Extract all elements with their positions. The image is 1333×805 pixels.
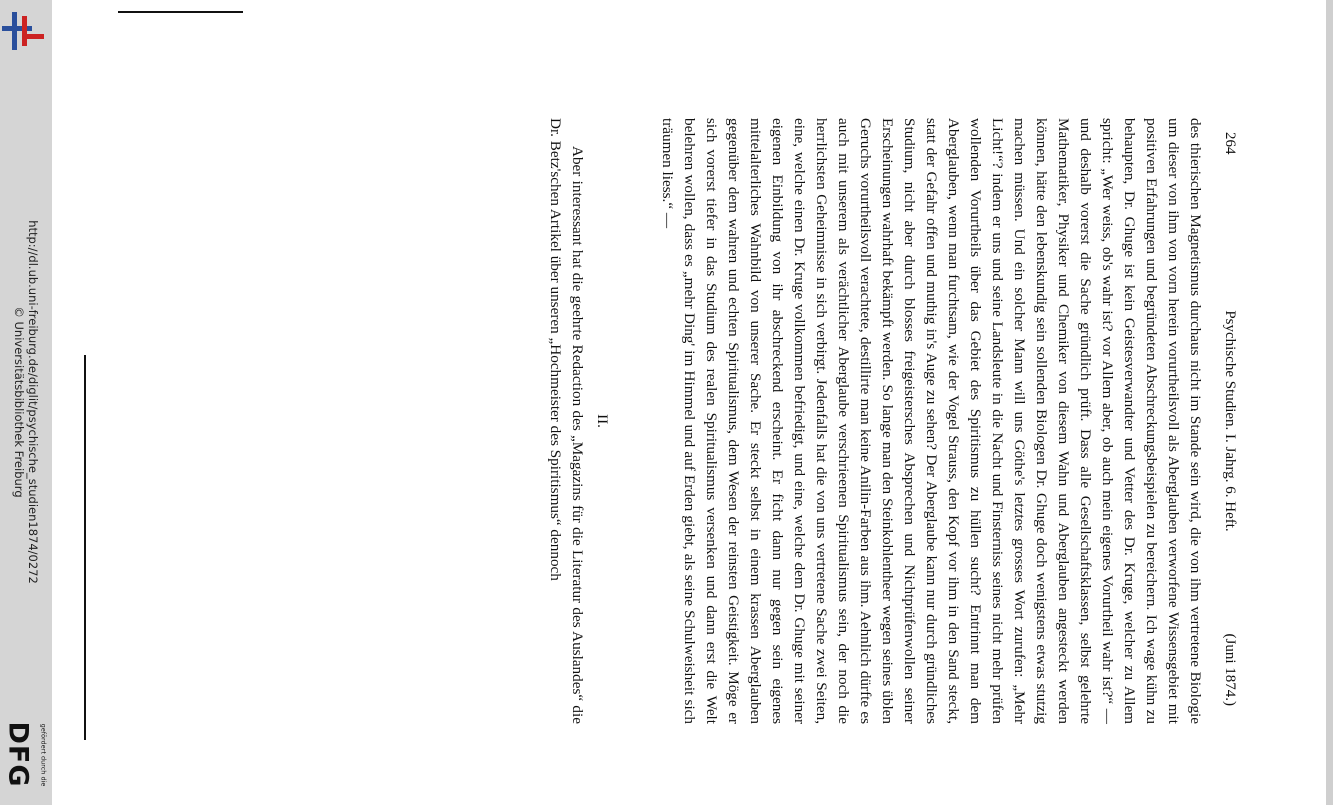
- running-header: [1210, 118, 1238, 724]
- page-number: 264: [1222, 132, 1238, 155]
- dfg-funding-logo: [0, 712, 52, 800]
- viewer-sidebar: [0, 0, 52, 805]
- body-paragraph: Aber interessant hat die geehrte Redaction des „Magazins für die Literatur des Auslandes“ die Dr. Betz'schen Artikel über unseren „Hochmeister des Spiritismus“ dennoch: [547, 118, 586, 724]
- running-title: Psychische Studien. I. Jahrg. 6. Heft.: [1222, 310, 1238, 532]
- source-url-link[interactable]: http://dl.ub.uni-freiburg.de/diglit/psychische_studien1874/0272: [26, 220, 40, 584]
- copyright-note: © Universitätsbibliothek Freiburg: [12, 306, 26, 498]
- library-logo-icon: [2, 12, 46, 50]
- issue-date: (Juni 1874.): [1222, 633, 1238, 706]
- dfg-logo-icon: DFG: [2, 721, 34, 788]
- body-paragraph: des thierischen Magnetismus durchaus nicht im Stande sein wird, die von ihm vertretene Biologie um dieser von ihm von vorn herein vorurtheilsvoll als Aberglauben verworfene Wissensgebiet mit positiven Erfahrungen und begründeten Abschreckungsbeispielen zu bereichern. Ich wage kühn zu behaupten, Dr. Ghuge ist kein Geistesverwandter und Vetter des Dr. Kruge, welcher zu Allem spricht: „Wer weiss, ob's wahr ist? vor Allem aber, ob auch mein eigenes Vorurtheil wahr ist?“ — und deshalb vorerst die Sache gründlich prüft. Dass alle Gesellschaftsklassen, selbst gelehrte Mathematiker, Physiker und Chemiker von diesem Wahn und Aberglauben angesteckt werden können, hätte den lebenskundig sein sollenden Biologen Dr. Ghuge doch wenigstens etwas stutzig machen müssen. Und ein solcher Mann will uns Göthe's letztes grosses Wort zurufen: „Mehr Licht!“? indem er uns und seine Landsleute in die Nacht und Finsterniss seines nicht mehr prüfen wollenden Vorurtheils über das Gebiet des Spiritismus zu hüllen sucht? Entrinnt man dem Aberglauben, wenn man furchtsam, wie der Vogel Strauss, den Kopf vor ihm in den Sand steckt, statt der Gefahr offen und muthig in's Auge zu sehen? Der Aberglaube kann nur durch gründliches Studium, nicht aber durch blosses freigeistersches Absprechen und Nichtprüfenwollen seiner Erscheinungen wahrhaft bekämpft werden. So lange man den Steinkohlentheer wegen seines üblen Geruchs vorurtheilsvoll verachtete, destillirte man keine Anilin-Farben aus ihm. Aehnlich dürfte es auch mit unserem als verächtlicher Aberglaube verschrieenen Spiritualismus sein, der noch die herrlichsten Geheimnisse in sich verbirgt. Jedenfalls hat die von uns vertretene Sache zwei Seiten, eine, welche einen Dr. Kruge vollkommen befriedigt, und eine, welche dem Dr. Ghuge mit seiner eigenen Einbildung von ihr abschreckend erscheint. Er ficht dann nur gegen sein eigenes mittelalterliches Wahnbild von unserer Sache. Er steckt selbst in einem krassen Aberglauben gegenüber dem wahren und echten Spiritualismus, dem Wesen der reinsten Geistigkeit. Möge er sich vorerst tiefer in das Studium des realen Spiritualismus versenken und dann erst die Welt belehren wollen, dass es „mehr Ding' im Himmel und auf Erden giebt, als seine Schulweisheit sich träumen liess.“ —: [659, 118, 1204, 724]
- page-content: [350, 118, 1250, 724]
- page-edge: [1326, 0, 1333, 805]
- section-heading: II.: [594, 414, 610, 428]
- scanned-page: [350, 118, 1250, 724]
- top-scan-line: [118, 11, 243, 13]
- funding-note: gefördert durch die: [39, 723, 48, 786]
- left-scan-line: [84, 355, 86, 740]
